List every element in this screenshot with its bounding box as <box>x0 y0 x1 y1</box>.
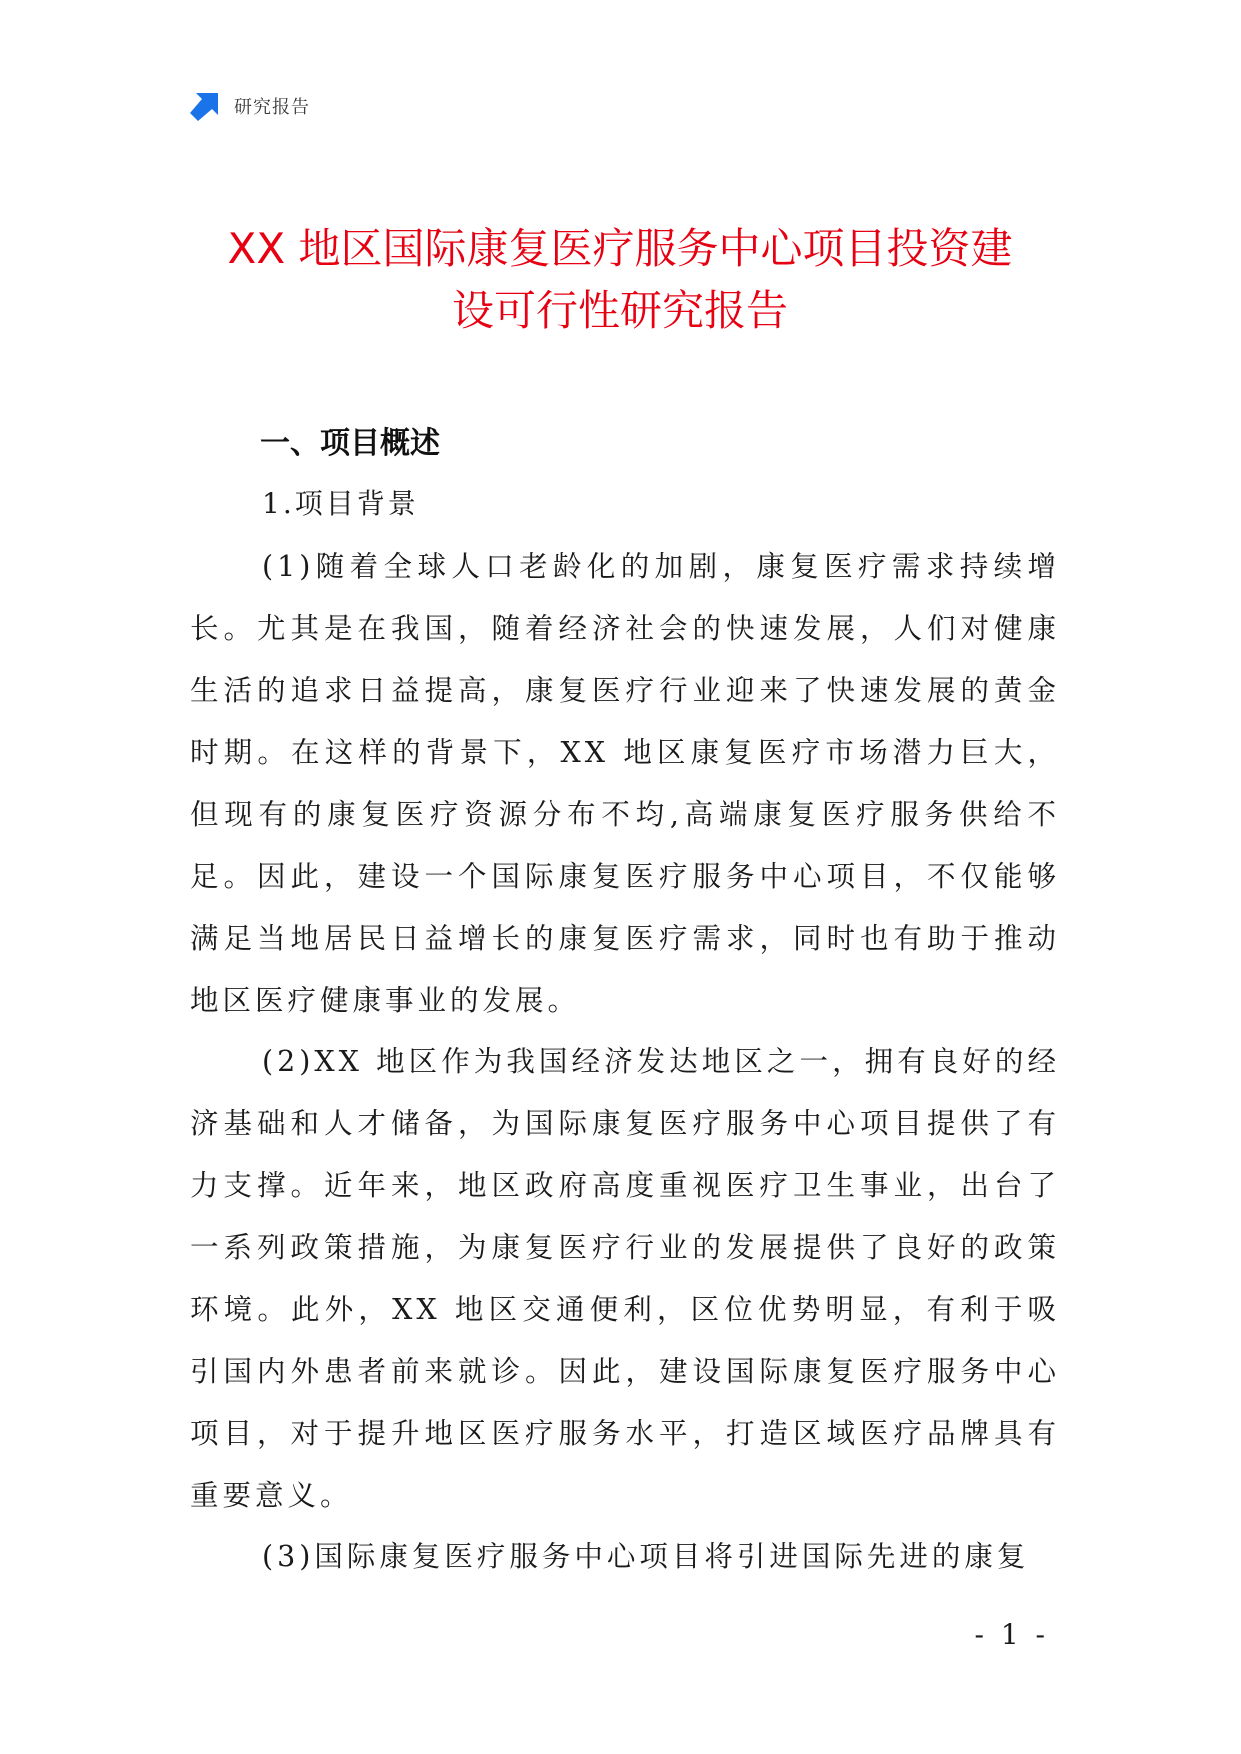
section-heading: 一、项目概述 <box>260 426 440 461</box>
subsection-heading: 1.项目背景 <box>262 487 419 520</box>
document-title <box>190 218 1050 342</box>
page-header <box>190 90 310 122</box>
paragraph-2: (2)XX 地区作为我国经济发达地区之一，拥有良好的经济基础和人才储备，为国际康复医疗服务中心项目提供了有力支撑。近年来，地区政府高度重视医疗卫生事业，出台了一系列政策措施，为康复医疗行业的发展提供了良好的政策环境。此外，XX 地区交通便利，区位优势明显，有利于吸引国内外患者前来就诊。因此，建设国际康复医疗服务中心项目，对于提升地区医疗服务水平，打造区域医疗品牌具有重要意义。 <box>190 1045 1060 1512</box>
arrow-up-right-icon <box>190 91 220 121</box>
header-label: 研究报告 <box>234 97 310 118</box>
page-number: - 1 - <box>974 1618 1049 1651</box>
title-line-2: 设可行性研究报告 <box>451 286 788 335</box>
paragraph-3: (3)国际康复医疗服务中心项目将引进国际先进的康复 <box>262 1540 1030 1573</box>
paragraph-1: (1)随着全球人口老龄化的加剧，康复医疗需求持续增长。尤其是在我国，随着经济社会的快速发展，人们对健康生活的追求日益提高，康复医疗行业迎来了快速发展的黄金时期。在这样的背景下，XX 地区康复医疗市场潜力巨大，但现有的康复医疗资源分布不均,高端康复医疗服务供给不足。因此，建设一个国际康复医疗服务中心项目，不仅能够满足当地居民日益增长的康复医疗需求，同时也有助于推动地区医疗健康事业的发展。 <box>190 550 1060 1017</box>
title-line-1: XX 地区国际康复医疗服务中心项目投资建 <box>227 224 1013 273</box>
